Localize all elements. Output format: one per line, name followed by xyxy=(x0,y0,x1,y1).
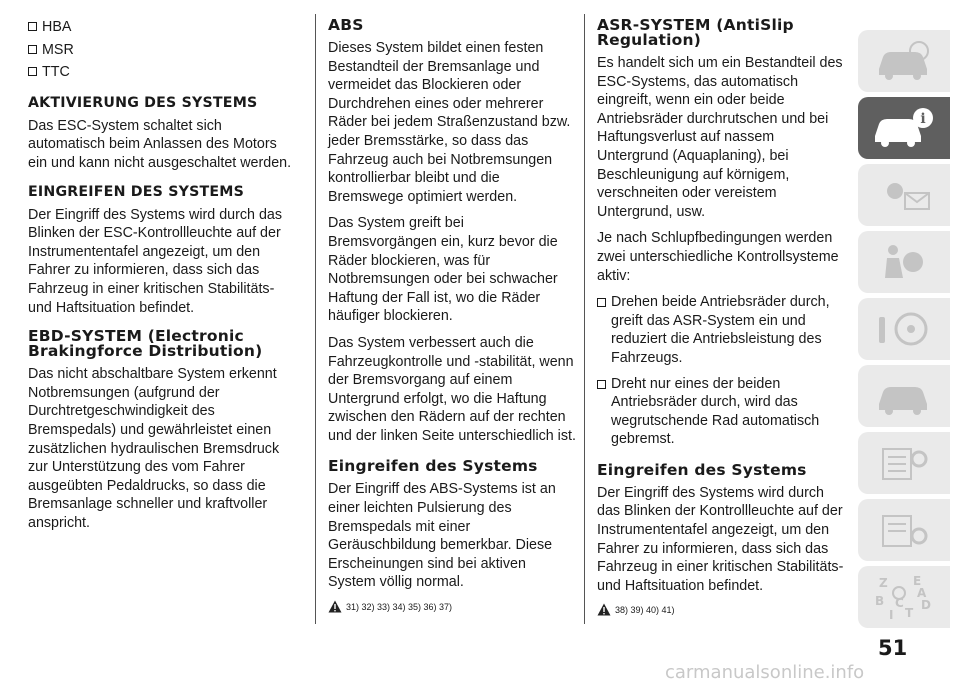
paragraph-asr-2: Je nach Schlupfbedingungen werden zwei unterschiedliche Kontrollsysteme aktiv: xyxy=(597,230,839,284)
checkbox-icon xyxy=(28,67,37,76)
chapter-sidebar xyxy=(858,30,950,633)
warning-reference: 31) 32) 33) 34) 35) 36) 37) xyxy=(328,600,576,613)
heading-activation: AKTIVIERUNG DES SYSTEMS xyxy=(28,94,258,111)
index-letter: D xyxy=(921,598,931,612)
index-letter: C xyxy=(895,596,904,610)
heading-abs: ABS xyxy=(328,16,364,34)
tab-warning-lights[interactable] xyxy=(858,164,950,226)
page-number: 51 xyxy=(878,636,908,660)
index-letter: I xyxy=(889,608,894,621)
heading-intervention: Eingreifen des Systems xyxy=(328,457,538,476)
paragraph-abs-3: Das System verbessert auch die Fahrzeugkontrolle und -stabilität, wenn der Bremsvorgang auf einem Untergrund erfolgt, wo die Haftung zwischen den Rädern auf der rechten und der linken Seite unterschiedlich ist. xyxy=(328,334,576,444)
maintenance-icon xyxy=(869,441,939,485)
index-icon xyxy=(869,573,939,621)
column-2 xyxy=(328,18,576,613)
heading-intervention: Eingreifen des Systems xyxy=(597,460,807,479)
list-item: MSR xyxy=(28,41,298,60)
tab-safety[interactable] xyxy=(858,231,950,293)
index-letter: T xyxy=(905,606,914,620)
heading-asr: ASR-SYSTEM (AntiSlip Regulation) xyxy=(597,16,794,49)
car-dashboard-icon xyxy=(869,39,939,83)
paragraph-abs-1: Dieses System bildet einen festen Bestandteil der Bremsanlage und vermeidet das Blockieren oder Durchdrehen eines oder mehrerer Räder bei jedem Straßenzustand bzw. jeder Bremsstärke, so dass das Fahrzeug auch bei Notbremsungen kontrollierbar bleibt und die Bremswege optimiert werden. xyxy=(328,40,571,205)
warning-triangle-icon xyxy=(597,603,611,616)
car-breakdown-icon xyxy=(869,374,939,418)
tab-index[interactable] xyxy=(858,566,950,628)
heading-ebd: EBD-SYSTEM (Electronic Brakingforce Distribution) xyxy=(28,327,263,361)
index-letter: E xyxy=(913,574,922,588)
list-item: Drehen beide Antriebsräder durch, greift das ASR-System ein und reduziert die Antriebsleistung des Fahrzeugs. xyxy=(597,293,845,367)
paragraph-abs-2: Das System greift bei Bremsvorgängen ein, kurz bevor die Räder blockieren, was für Notbremsungen oder bei schwacher Haftung der Fall ist, wo die Räder häufiger blockieren. xyxy=(328,215,558,325)
list-item: TTC xyxy=(28,63,298,82)
airbag-icon xyxy=(869,240,939,284)
index-letter: A xyxy=(917,586,927,600)
warning-lights-icon xyxy=(869,173,939,217)
index-letter: B xyxy=(875,594,885,608)
watermark: carmanualsonline.info xyxy=(665,662,865,683)
index-letter: Z xyxy=(879,576,888,590)
checkbox-icon xyxy=(597,298,606,307)
warning-triangle-icon xyxy=(328,600,342,613)
tab-starting-driving[interactable] xyxy=(858,298,950,360)
car-info-icon xyxy=(869,106,939,150)
paragraph-activation: Das ESC-System schaltet sich automatisch beim Anlassen des Motors ein und kann nicht ausgeschaltet werden. xyxy=(28,117,292,171)
column-1 xyxy=(28,18,298,540)
tab-technical-data[interactable] xyxy=(858,499,950,561)
technical-data-icon xyxy=(869,508,939,552)
paragraph-intervention: Der Eingriff des Systems wird durch das Blinken der ESC-Kontrollleuchte auf der Instrumententafel angezeigt, um den Fahrer zu informieren, dass sich das Fahrzeug in einer kritischen Stabilitäts- und Haftsituation befindet. xyxy=(28,206,283,316)
checkbox-icon xyxy=(597,380,606,389)
checkbox-icon xyxy=(28,22,37,31)
tab-emergency[interactable] xyxy=(858,365,950,427)
tab-car-info[interactable] xyxy=(858,97,950,159)
column-3 xyxy=(597,18,845,616)
column-divider xyxy=(315,14,316,624)
steering-wheel-icon xyxy=(869,307,939,351)
checkbox-icon xyxy=(28,45,37,54)
paragraph-intervention: Der Eingriff des ABS-Systems ist an einer leichten Pulsierung des Bremspedals mit einer Geräuschbildung bemerkbar. Diese Erscheinungen sind bei aktiven System völlig normal. xyxy=(328,481,556,591)
column-divider xyxy=(584,14,585,624)
heading-intervention: EINGREIFEN DES SYSTEMS xyxy=(28,183,245,200)
svg-text:i: i xyxy=(920,111,926,127)
tab-dashboard[interactable] xyxy=(858,30,950,92)
tab-maintenance[interactable] xyxy=(858,432,950,494)
list-item: Dreht nur eines der beiden Antriebsräder durch, wird das wegrutschende Rad automatisch gebremst. xyxy=(597,375,845,449)
paragraph-ebd: Das nicht abschaltbare System erkennt Notbremsungen (aufgrund der Durchtretgeschwindigkeit des Bremspedals) und gewährleistet einen zusätzlichen hydraulischen Bremsdruck zur Unterstützung des vom Fahrer ausgeübten Pedaldrucks, so dass die Bremsanlage schneller und kraftvoller anspricht. xyxy=(28,366,280,531)
list-item: HBA xyxy=(28,18,298,37)
warning-reference: 38) 39) 40) 41) xyxy=(597,603,845,616)
paragraph-asr-1: Es handelt sich um ein Bestandteil des ESC-Systems, das automatisch eingreift, wenn ein oder beide Antriebsräder durchrutschen und bei Haftungsverlust auf nassem Untergrund (Aquaplaning), bei Beschleunigung auf körnigem, verschneiten oder vereistem Untergrund, usw. xyxy=(597,55,843,220)
paragraph-intervention: Der Eingriff des Systems wird durch das Blinken der Kontrollleuchte auf der Instrumententafel angezeigt, um den Fahrer zu informieren, dass sich das Fahrzeug in einer kritischen Stabilitäts- und Haftsituation befindet. xyxy=(597,484,844,594)
